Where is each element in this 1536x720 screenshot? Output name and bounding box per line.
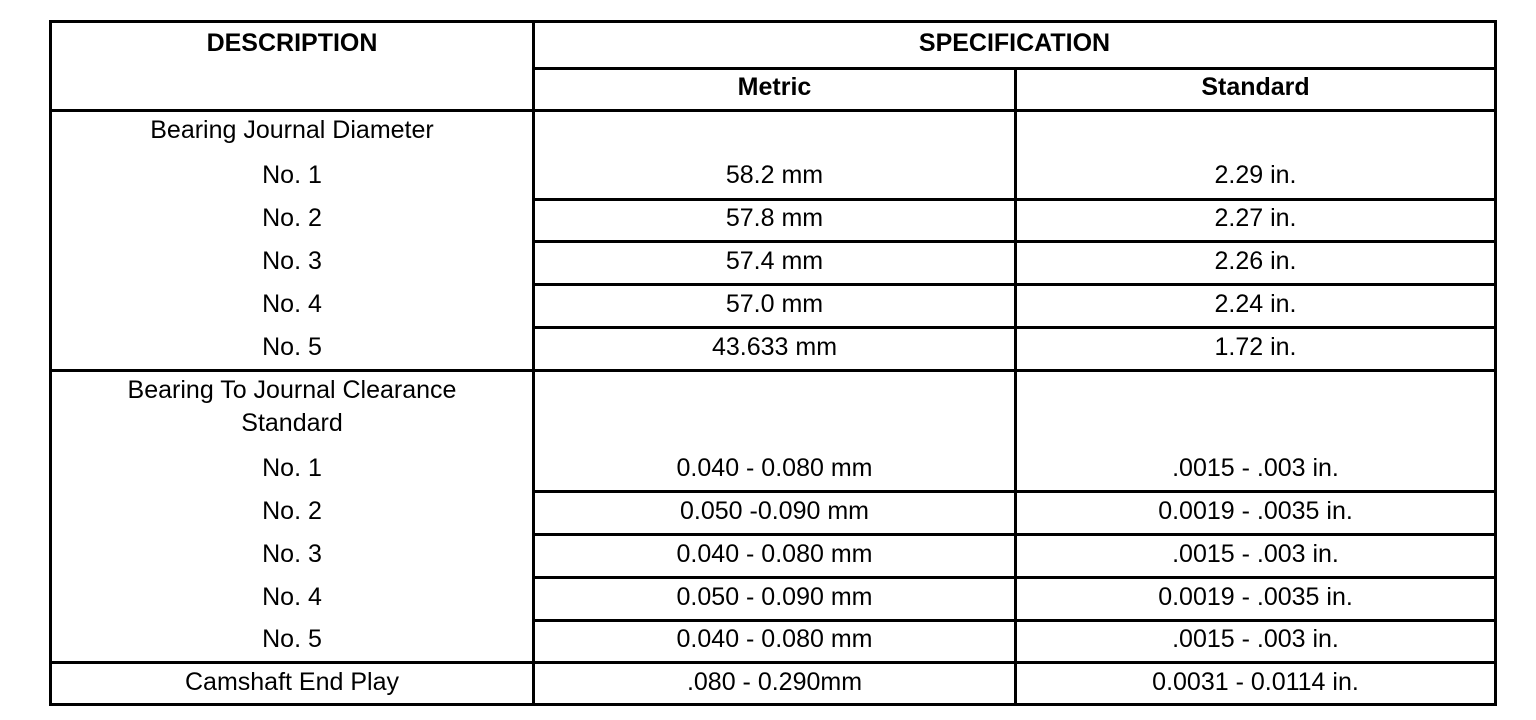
row-label: No. 3 xyxy=(262,247,322,275)
header-description: DESCRIPTION xyxy=(206,29,378,57)
row-label: No. 2 xyxy=(262,497,322,525)
section-title: Bearing To Journal Clearance xyxy=(127,376,457,404)
header-standard: Standard xyxy=(1201,73,1310,101)
standard-value: .0015 - .003 in. xyxy=(1172,625,1339,653)
header-divider-spec xyxy=(535,67,1494,70)
metric-value: 58.2 mm xyxy=(725,161,824,189)
metric-value: 57.4 mm xyxy=(725,247,824,275)
row-divider xyxy=(535,283,1494,286)
section-2-bottom-line xyxy=(52,661,1494,664)
row-label: No. 4 xyxy=(262,583,322,611)
metric-value: 43.633 mm xyxy=(711,333,838,361)
standard-value: .0015 - .003 in. xyxy=(1172,540,1339,568)
standard-value: 0.0019 - .0035 in. xyxy=(1158,583,1353,611)
row-label: No. 4 xyxy=(262,290,322,318)
standard-value: 2.24 in. xyxy=(1214,290,1297,318)
row-label: No. 5 xyxy=(262,625,322,653)
header-specification: SPECIFICATION xyxy=(918,29,1111,57)
row-divider xyxy=(535,198,1494,201)
standard-value: 2.29 in. xyxy=(1214,161,1297,189)
row-divider xyxy=(535,619,1494,622)
standard-value: 2.26 in. xyxy=(1214,247,1297,275)
end-play-standard: 0.0031 - 0.0114 in. xyxy=(1152,668,1359,696)
row-divider xyxy=(535,490,1494,493)
metric-value: 0.040 - 0.080 mm xyxy=(676,454,873,482)
metric-value: 0.040 - 0.080 mm xyxy=(676,625,873,653)
metric-value: 0.040 - 0.080 mm xyxy=(676,540,873,568)
metric-value: 0.050 - 0.090 mm xyxy=(676,583,873,611)
standard-value: 0.0019 - .0035 in. xyxy=(1158,497,1353,525)
row-label: No. 5 xyxy=(262,333,322,361)
end-play-label: Camshaft End Play xyxy=(185,668,399,696)
section-title: Bearing Journal Diameter xyxy=(150,116,434,144)
header-bottom-line xyxy=(52,109,1494,112)
header-metric: Metric xyxy=(737,73,812,101)
spec-table xyxy=(49,20,1497,706)
row-divider xyxy=(535,533,1494,536)
metric-value: 0.050 -0.090 mm xyxy=(680,497,869,525)
metric-value: 57.8 mm xyxy=(725,204,824,232)
row-divider xyxy=(535,326,1494,329)
section-title-line-2: Standard xyxy=(241,409,343,437)
row-label: No. 3 xyxy=(262,540,322,568)
metric-value: 57.0 mm xyxy=(725,290,824,318)
end-play-metric: .080 - 0.290mm xyxy=(686,668,863,696)
standard-value: 1.72 in. xyxy=(1214,333,1297,361)
section-1-bottom-line xyxy=(52,369,1494,372)
standard-value: 2.27 in. xyxy=(1214,204,1297,232)
row-label: No. 1 xyxy=(262,454,322,482)
row-label: No. 1 xyxy=(262,161,322,189)
row-divider xyxy=(535,576,1494,579)
standard-value: .0015 - .003 in. xyxy=(1172,454,1339,482)
row-divider xyxy=(535,240,1494,243)
row-label: No. 2 xyxy=(262,204,322,232)
